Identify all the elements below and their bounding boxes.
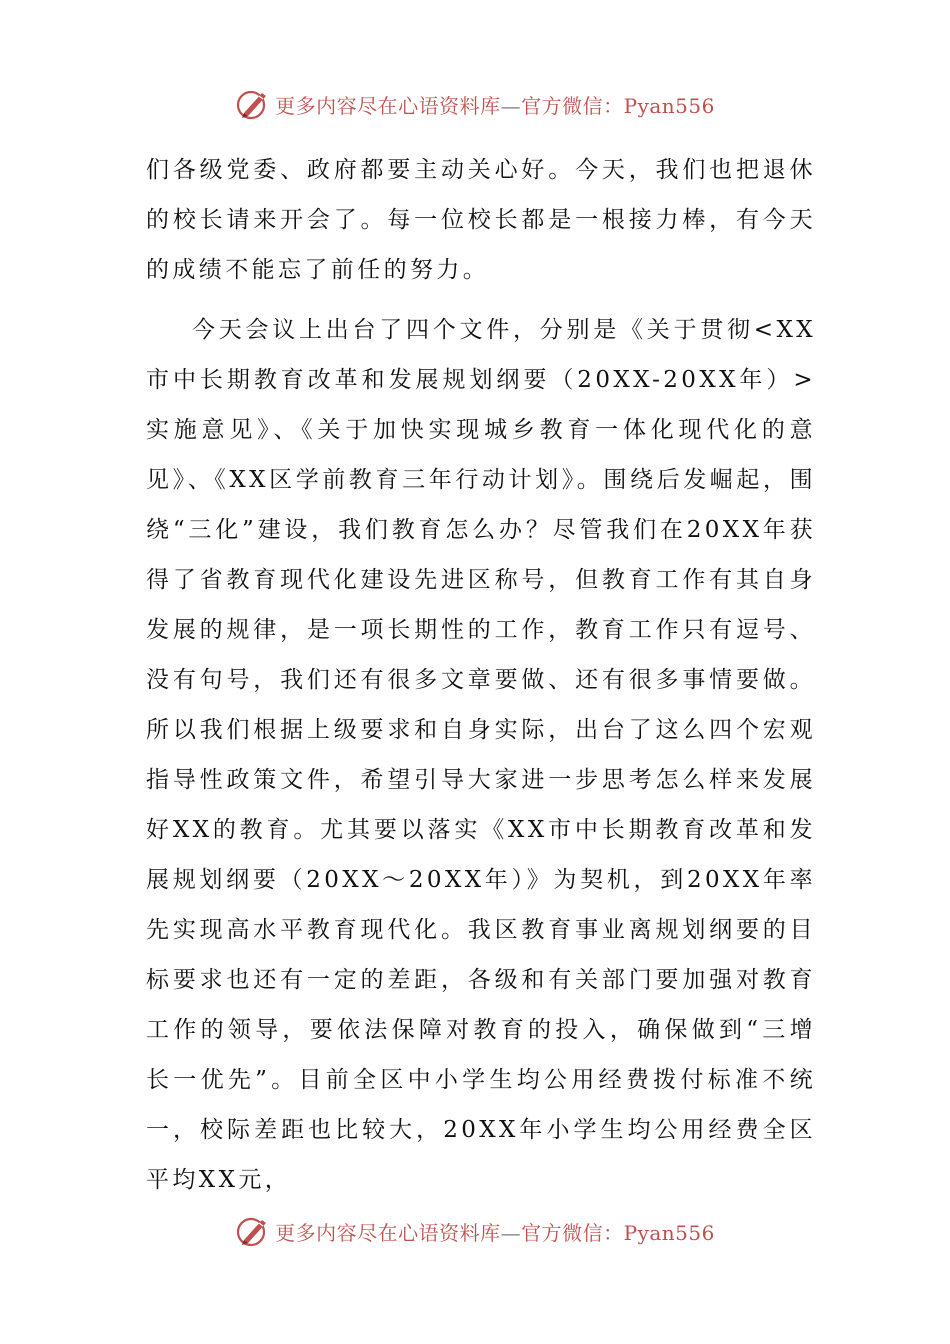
header-banner-title: 更多内容尽在心语资料库 [275,93,501,118]
pen-logo-icon [235,86,271,122]
footer-banner-text [275,1217,715,1246]
footer-banner-separator: — [500,1220,522,1245]
header-banner [0,82,950,126]
header-banner-text [275,90,715,119]
footer-banner [0,1209,950,1253]
footer-banner-title: 更多内容尽在心语资料库 [275,1220,501,1245]
paragraph-2: 今天会议上出台了四个文件，分别是《关于贯彻<XX市中长期教育改革和发展规划纲要（20XX-20XX年）>实施意见》、《关于加快实现城乡教育一体化现代化的意见》、《XX区学前教育三年行动计划》。围绕后发崛起，围绕“三化”建设，我们教育怎么办？尽管我们在20XX年获得了省教育现代化建设先进区称号，但教育工作有其自身发展的规律，是一项长期性的工作，教育工作只有逗号、没有句号，我们还有很多文章要做、还有很多事情要做。所以我们根据上级要求和自身实际，出台了这么四个宏观指导性政策文件，希望引导大家进一步思考怎么样来发展好XX的教育。尤其要以落实《XX市中长期教育改革和发展规划纲要（20XX～20XX年）》为契机，到20XX年率先实现高水平教育现代化。我区教育事业离规划纲要的目标要求也还有一定的差距，各级和有关部门要加强对教育工作的领导，要依法保障对教育的投入，确保做到“三增长一优先”。目前全区中小学生均公用经费拨付标准不统一，校际差距也比较大，20XX年小学生均公用经费全区平均XX元， [146,317,816,1193]
document-body [146,145,816,1205]
paragraph-1: 们各级党委、政府都要主动关心好。今天，我们也把退休的校长请来开会了。每一位校长都是一根接力棒，有今天的成绩不能忘了前任的努力。 [146,157,816,283]
header-banner-wechat: 官方微信：Pyan556 [521,93,715,118]
footer-banner-wechat: 官方微信：Pyan556 [521,1220,715,1245]
pen-logo-icon [235,1213,271,1249]
header-banner-separator: — [500,93,522,118]
